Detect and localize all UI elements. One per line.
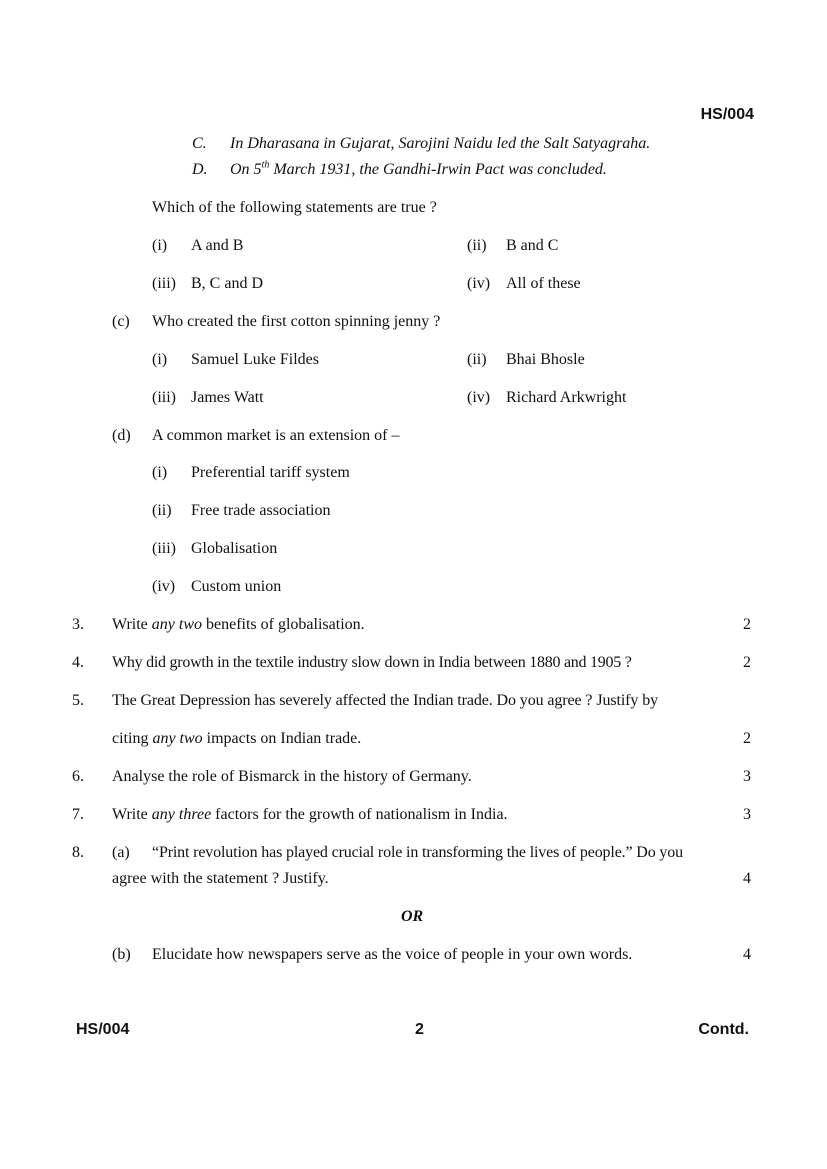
q2b-option-iv-text: All of these [506, 275, 581, 292]
statement-d-text-before: On 5 [230, 161, 262, 178]
q3-text-post: benefits of globalisation. [202, 616, 365, 633]
q2b-option-iii-num: (iii) [152, 275, 176, 292]
q2b-option-iii-text: B, C and D [191, 275, 263, 292]
q2b-option-i-num: (i) [152, 237, 168, 254]
q2c-option-i-text: Samuel Luke Fildes [191, 351, 319, 368]
q4-marks: 2 [743, 654, 751, 671]
q7-text-pre: Write [112, 806, 152, 823]
q5-text-pre: citing [112, 730, 153, 747]
q2c-option-iv-num: (iv) [467, 389, 491, 406]
q2c-option-ii-num: (ii) [467, 351, 487, 368]
q2d-option-iv-text: Custom union [191, 578, 282, 595]
statement-d-letter: D. [192, 161, 208, 178]
statement-d-text [230, 160, 607, 180]
q2b-option-i-text: A and B [191, 237, 244, 254]
q2b-option-ii-text: B and C [506, 237, 559, 254]
q2c-option-iv-text: Richard Arkwright [506, 389, 627, 406]
q2d-option-ii-text: Free trade association [191, 502, 331, 519]
q7-text [112, 805, 508, 825]
q3-number: 3. [72, 616, 84, 633]
q6-text: Analyse the role of Bismarck in the history of Germany. [112, 768, 472, 785]
statement-c-text: In Dharasana in Gujarat, Sarojini Naidu led the Salt Satyagraha. [230, 135, 651, 152]
q2d-label: (d) [112, 427, 131, 444]
q2d-option-iv-num: (iv) [152, 578, 176, 595]
statement-c-letter: C. [192, 135, 207, 152]
header-paper-code: HS/004 [700, 106, 754, 123]
q7-marks: 3 [743, 806, 751, 823]
q8a-marks: 4 [743, 870, 751, 887]
or-separator: OR [401, 908, 424, 925]
q5-text-line1: The Great Depression has severely affected the Indian trade. Do you agree ? Justify by [112, 692, 659, 709]
q3-text-pre: Write [112, 616, 152, 633]
q2d-option-ii-num: (ii) [152, 502, 172, 519]
q8-number: 8. [72, 844, 84, 861]
q2c-option-iii-num: (iii) [152, 389, 176, 406]
q4-number: 4. [72, 654, 84, 671]
q2d-option-iii-text: Globalisation [191, 540, 278, 557]
q8b-marks: 4 [743, 946, 751, 963]
q2b-stem: Which of the following statements are true ? [152, 199, 437, 216]
q2d-option-iii-num: (iii) [152, 540, 176, 557]
q8a-text-line1: “Print revolution has played crucial role in transforming the lives of people.” Do you [152, 844, 683, 861]
q5-text-emphasis: any two [152, 730, 203, 747]
q5-number: 5. [72, 692, 84, 709]
q8b-text: Elucidate how newspapers serve as the voice of people in your own words. [152, 946, 633, 963]
q5-marks: 2 [743, 730, 751, 747]
statement-d-superscript: th [261, 159, 270, 171]
q2c-stem: Who created the first cotton spinning jenny ? [152, 313, 441, 330]
q8a-label: (a) [112, 844, 130, 861]
q7-text-post: factors for the growth of nationalism in India. [211, 806, 508, 823]
q2d-stem: A common market is an extension of – [152, 427, 400, 444]
q2c-option-i-num: (i) [152, 351, 168, 368]
q8a-text-line2: agree with the statement ? Justify. [112, 870, 329, 887]
footer-page-number: 2 [415, 1021, 424, 1038]
q2b-option-iv-num: (iv) [467, 275, 491, 292]
q6-number: 6. [72, 768, 84, 785]
q7-number: 7. [72, 806, 84, 823]
q3-text-emphasis: any two [151, 616, 202, 633]
footer-contd: Contd. [698, 1021, 749, 1038]
q5-text-line2 [112, 729, 361, 749]
q2b-option-ii-num: (ii) [467, 237, 487, 254]
footer-paper-code: HS/004 [76, 1021, 130, 1038]
q2d-option-i-text: Preferential tariff system [191, 464, 350, 481]
q6-marks: 3 [743, 768, 751, 785]
q7-text-emphasis: any three [151, 806, 212, 823]
q4-text: Why did growth in the textile industry slow down in India between 1880 and 1905 ? [112, 654, 632, 671]
q2c-option-ii-text: Bhai Bhosle [506, 351, 585, 368]
q2c-label: (c) [112, 313, 130, 330]
q3-marks: 2 [743, 616, 751, 633]
q2c-option-iii-text: James Watt [191, 389, 264, 406]
q5-text-post: impacts on Indian trade. [202, 730, 362, 747]
q3-text [112, 615, 365, 635]
q8b-label: (b) [112, 946, 131, 963]
statement-d-text-after: March 1931, the Gandhi-Irwin Pact was concluded. [269, 161, 607, 178]
q2d-option-i-num: (i) [152, 464, 168, 481]
